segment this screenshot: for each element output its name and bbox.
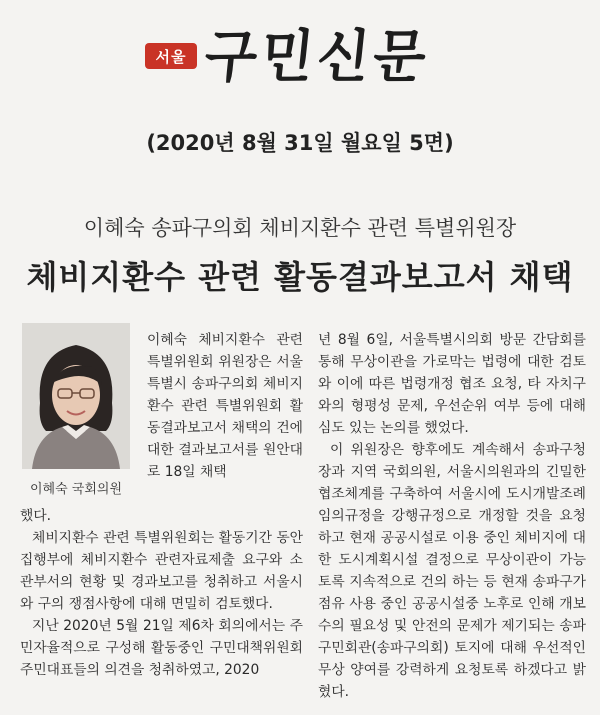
paragraph: 체비지환수 관련 특별위원회는 활동기간 동안 집행부에 체비지환수 관련자료제출 요구와 소관부서의 현황 및 경과보고를 청취하고 서울시와 구의 쟁점사항에 대해 면밀히 검토했다.: [20, 530, 303, 612]
lead-paragraph: 이혜숙 체비지환수 관련 특별위원회 위원장은 서울특별시 송파구의회 체비지환수 관련 특별위원회 활동결과보고서 채택의 건에 대한 결과보고서를 원안대로 18일 채택: [147, 332, 303, 480]
article-headline: 체비지환수 관련 활동결과보고서 채택: [26, 258, 574, 296]
portrait-image: [22, 323, 130, 469]
paragraph: 이 위원장은 향후에도 계속해서 송파구청장과 지역 국회의원, 서울시의원과의 긴밀한 협조체계를 구축하여 서울시에 도시개발조례 임의규정을 강행규정으로 개정할 것을 요청하고 현재 공공시설로 이용 중인 체비지에 대한 도시계획시설 결정으로 무상이관이 가능토록 지속적으로 건의 하는 등 현재 송파구가 점유 사용 중인 공공시설중 노후로 인해 개보수의 필요성 및 안전의 문제가 제기되는 송파구민회관(송파구의회) 토지에 대해 우선적인 무상 양여를 강력하게 요청토록 하겠다고 밝혔다.: [318, 442, 586, 700]
newspaper-logo: 구민신문: [201, 22, 434, 90]
masthead: [0, 22, 600, 98]
article-subtitle: 이혜숙 송파구의회 체비지환수 관련 특별위원장: [83, 216, 517, 240]
article-column-2: [318, 329, 586, 703]
paragraph: 했다.: [20, 508, 52, 524]
article-column-1: [20, 505, 303, 681]
paragraph: 년 8월 6일, 서울특별시의회 방문 간담회를 통해 무상이관을 가로막는 법령에 대한 검토와 이에 따른 법령개정 협조 요청, 타 자치구와의 형평성 문제, 우선순위 여부 등에 대해 심도 있는 논의를 했었다.: [318, 332, 586, 436]
photo-caption: 이혜숙 국회의원: [29, 482, 123, 497]
publication-dateline: (2020년 8월 31일 월요일 5면): [146, 131, 454, 155]
paragraph: 지난 2020년 5월 21일 제6차 회의에서는 주민자율적으로 구성해 활동중인 구민대책위원회 주민대표들의 의견을 청취하였고, 2020: [20, 618, 303, 678]
seoul-badge: 서울: [145, 43, 197, 69]
portrait-photo: [22, 323, 130, 469]
